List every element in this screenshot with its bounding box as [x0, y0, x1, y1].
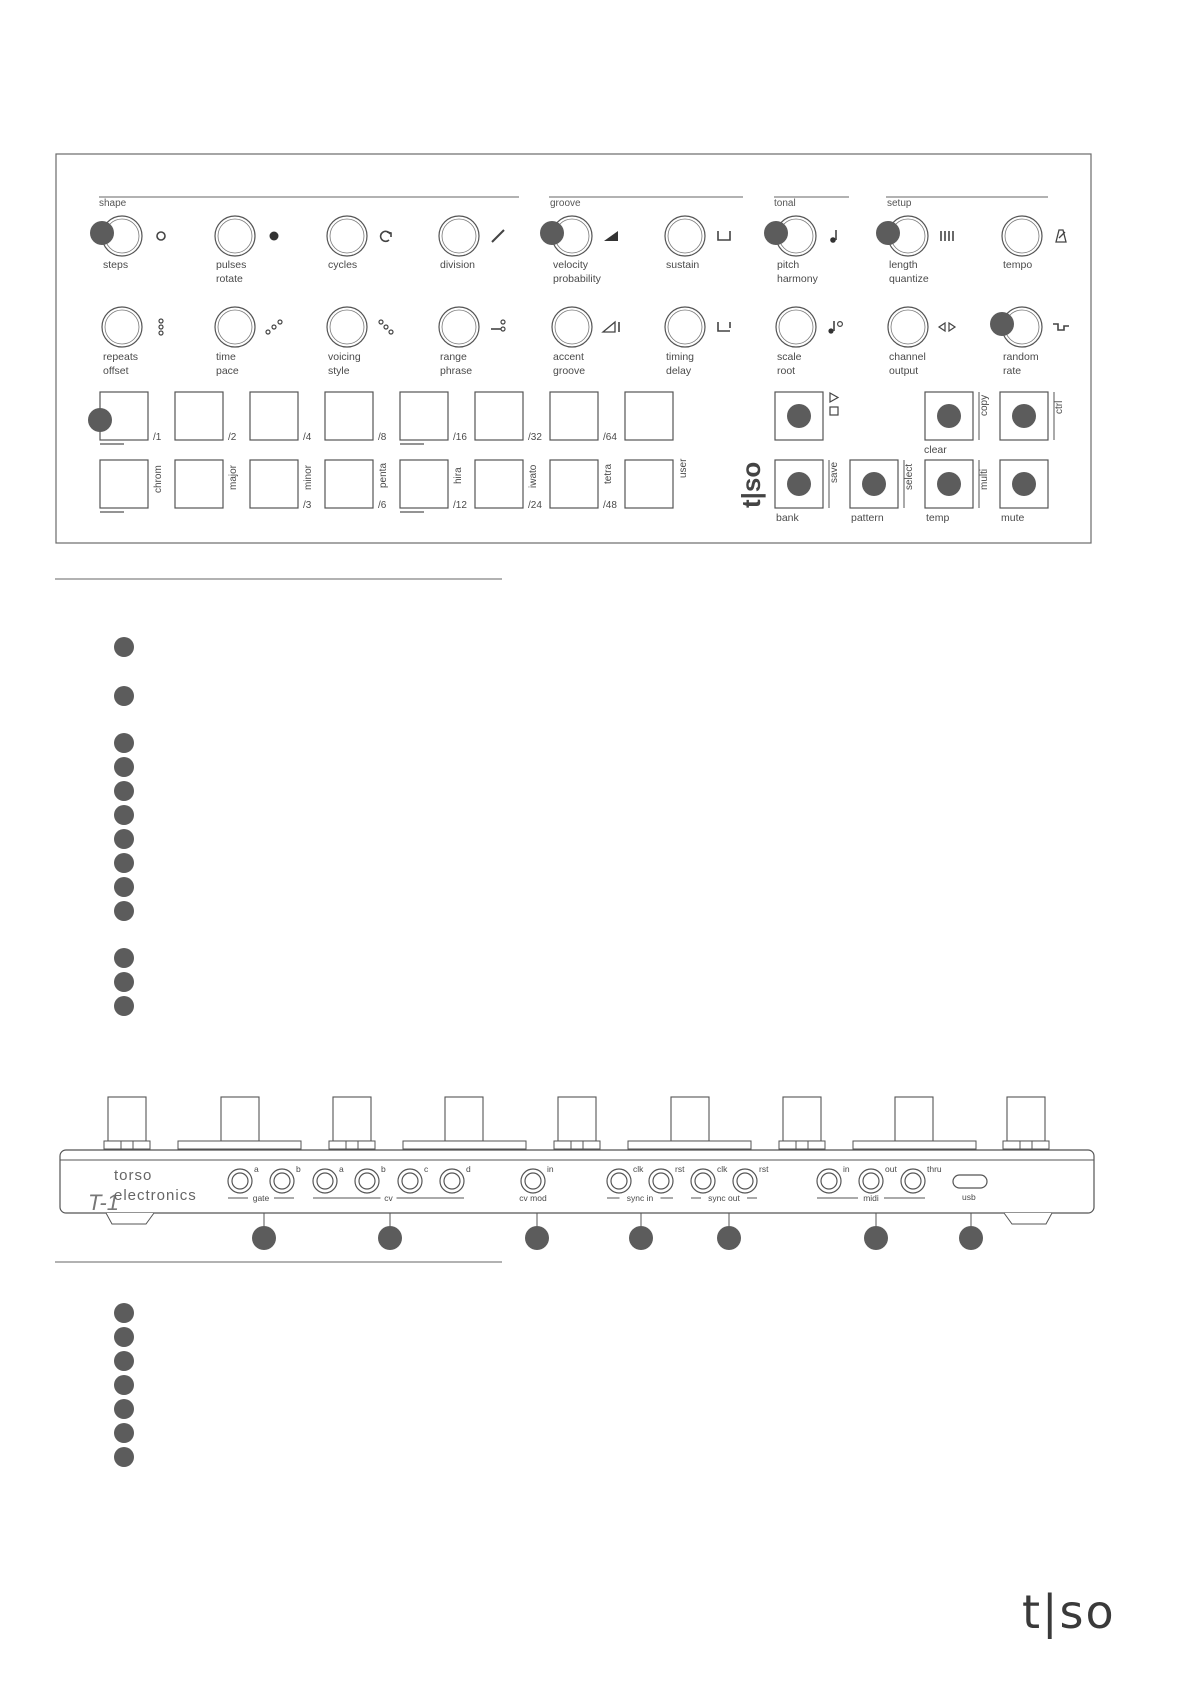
dot: [389, 330, 393, 334]
knob-label: cycles: [328, 259, 358, 271]
pad-division-label: /12: [453, 500, 467, 511]
step-pad-5[interactable]: [400, 392, 467, 444]
knob-cap-body: [221, 1097, 259, 1141]
dot: [501, 320, 505, 324]
knob-label: range: [440, 351, 467, 363]
dot: [159, 319, 163, 323]
knob-outer-ring: [1002, 216, 1042, 256]
list-callout-marker: [114, 1327, 134, 1347]
rear-top-rail: [628, 1141, 751, 1149]
pad-division-label: /1: [153, 432, 162, 443]
pad-division-label: /48: [603, 500, 617, 511]
dot: [838, 322, 843, 327]
pad-division-label: /8: [378, 432, 387, 443]
knob-cap-body: [783, 1097, 821, 1141]
list-callout-marker: [114, 757, 134, 777]
knob-label: timing: [666, 351, 695, 363]
jack-label: in: [843, 1164, 850, 1174]
scale-pad-7[interactable]: [550, 460, 617, 511]
pad-square: [475, 460, 523, 508]
knob-outer-ring: [327, 216, 367, 256]
callout-marker: [937, 404, 961, 428]
knob-cap-body: [895, 1097, 933, 1141]
knob-cycles[interactable]: [327, 216, 391, 271]
pad-square: [625, 392, 673, 440]
mute-button[interactable]: [1000, 460, 1048, 524]
knob-label: velocity: [553, 259, 589, 271]
list-callout-marker: [114, 1351, 134, 1371]
pad-scale-label: major: [228, 464, 239, 490]
play-stop-button[interactable]: [775, 392, 838, 440]
list-callout-marker: [114, 1447, 134, 1467]
pad-scale-label: hira: [453, 467, 464, 484]
step-pad-6[interactable]: [475, 392, 542, 443]
callout-marker: [717, 1226, 741, 1250]
rear-panel-body: [60, 1150, 1094, 1213]
pad-division-label: /6: [378, 500, 387, 511]
knob-velocity[interactable]: [540, 216, 618, 285]
knob-division[interactable]: [439, 216, 504, 271]
rear-knob-cap: [329, 1097, 375, 1149]
knob-scale[interactable]: [776, 307, 842, 377]
knob-label: scale: [777, 351, 802, 363]
knob-label: channel: [889, 351, 926, 363]
channel-arrows-icon: [939, 323, 945, 331]
pad-square: [250, 392, 298, 440]
pad-square: [250, 460, 298, 508]
knob-cap-body: [558, 1097, 596, 1141]
scale-note-icon: [828, 328, 833, 333]
callout-marker: [990, 312, 1014, 336]
knob-label: voicing: [328, 351, 361, 363]
pad-square: [175, 392, 223, 440]
knob-sublabel: rate: [1003, 365, 1022, 377]
knob-sublabel: rotate: [216, 273, 243, 285]
knob-channel[interactable]: [888, 307, 955, 377]
jack-label: a: [339, 1164, 344, 1174]
filled-dot-icon: [270, 232, 279, 241]
jack-label: d: [466, 1164, 471, 1174]
knob-label: repeats: [103, 351, 139, 363]
ctrl-label: ctrl: [1054, 400, 1065, 414]
list-callout-marker: [114, 829, 134, 849]
section-label-tonal: tonal: [774, 198, 796, 209]
rear-knob-cap: [554, 1097, 600, 1149]
pad-division-label: /2: [228, 432, 237, 443]
callout-marker: [876, 221, 900, 245]
jack-label: in: [547, 1164, 554, 1174]
knob-length[interactable]: [876, 216, 953, 285]
knob-sublabel: delay: [666, 365, 692, 377]
dot: [501, 327, 505, 331]
pad-scale-label: tetra: [603, 463, 614, 484]
knob-label: sustain: [666, 259, 700, 271]
pad-division-label: /64: [603, 432, 617, 443]
group-label: sync out: [708, 1193, 740, 1203]
list-callout-marker: [114, 996, 134, 1016]
list-callout-marker: [114, 1303, 134, 1323]
section-label-setup: setup: [887, 198, 912, 209]
step-pad-3[interactable]: [250, 392, 312, 443]
scale-pad-4[interactable]: [325, 460, 389, 511]
step-pad-7[interactable]: [550, 392, 617, 443]
knob-outer-ring: [665, 307, 705, 347]
circle-outline-icon: [157, 232, 165, 240]
jack-label: a: [254, 1164, 259, 1174]
knob-label: random: [1003, 351, 1039, 363]
knob-outer-ring: [552, 307, 592, 347]
list-callout-marker: [114, 1423, 134, 1443]
scale-pad-8[interactable]: [625, 458, 689, 508]
scale-pad-1[interactable]: [100, 460, 164, 512]
knob-outer-ring: [665, 216, 705, 256]
jack-inner: [402, 1173, 418, 1189]
pad-scale-label: user: [678, 458, 689, 478]
knob-sublabel: style: [328, 365, 350, 377]
dot: [384, 325, 388, 329]
jack-label: out: [885, 1164, 897, 1174]
rear-brand-line2: electronics: [114, 1187, 197, 1204]
jack-inner: [232, 1173, 248, 1189]
jack-inner: [359, 1173, 375, 1189]
jack-inner: [695, 1173, 711, 1189]
knob-pitch[interactable]: [764, 216, 836, 285]
pad-division-label: /4: [303, 432, 312, 443]
callout-marker: [90, 221, 114, 245]
metronome-icon: [1056, 230, 1066, 242]
pad-division-label: /32: [528, 432, 542, 443]
pad-scale-label: penta: [378, 462, 389, 488]
knob-sublabel: pace: [216, 365, 239, 377]
pad-scale-label: iwato: [528, 464, 539, 488]
knob-outer-ring: [776, 307, 816, 347]
callout-marker: [787, 472, 811, 496]
knob-cap-body: [445, 1097, 483, 1141]
knob-outer-ring: [888, 307, 928, 347]
knob-timing[interactable]: [665, 307, 730, 377]
knob-voicing[interactable]: [327, 307, 393, 377]
temp-button[interactable]: [925, 460, 990, 524]
knob-label: pitch: [777, 259, 800, 271]
jack-inner: [274, 1173, 290, 1189]
knob-outer-ring: [215, 307, 255, 347]
sustain-icon: [718, 231, 730, 240]
knob-pulses[interactable]: [215, 216, 279, 285]
knob-range[interactable]: [439, 307, 505, 377]
group-label: cv: [384, 1193, 393, 1203]
ctrl-button[interactable]: [1000, 392, 1065, 440]
multi-label: multi: [979, 468, 990, 490]
knob-label: tempo: [1003, 259, 1033, 271]
section-label-shape: shape: [99, 198, 127, 209]
knob-repeats[interactable]: [102, 307, 163, 377]
pad-scale-label: minor: [303, 464, 314, 490]
cycle-arrowhead: [387, 232, 391, 237]
pad-square: [400, 460, 448, 508]
save-label: save: [829, 461, 840, 483]
jack-label: b: [296, 1164, 301, 1174]
pad-square: [400, 392, 448, 440]
dot: [278, 320, 282, 324]
knob-outer-ring: [439, 307, 479, 347]
callout-marker: [378, 1226, 402, 1250]
rear-top-rail: [403, 1141, 526, 1149]
list-callout-marker: [114, 733, 134, 753]
jack-label: c: [424, 1164, 429, 1174]
scale-pad-2[interactable]: [175, 460, 239, 508]
list-callout-marker: [114, 1375, 134, 1395]
knob-sublabel: phrase: [440, 365, 473, 377]
dot: [159, 331, 163, 335]
callout-marker: [864, 1226, 888, 1250]
callout-marker: [764, 221, 788, 245]
slash-icon: [492, 230, 504, 242]
pad-square: [175, 460, 223, 508]
knob-label: time: [216, 351, 236, 363]
pad-square: [100, 460, 148, 508]
clear-label: clear: [924, 444, 947, 456]
group-label: gate: [252, 1193, 270, 1203]
rear-knob-cap: [104, 1097, 150, 1149]
list-callout-marker: [114, 637, 134, 657]
jack-label: thru: [927, 1164, 942, 1174]
select-label: select: [904, 463, 915, 490]
jack-label: clk: [633, 1164, 644, 1174]
knob-outer-ring: [215, 216, 255, 256]
arrow-right: [949, 323, 955, 331]
list-callout-marker: [114, 805, 134, 825]
knob-sublabel: quantize: [889, 273, 929, 285]
knob-label: pulses: [216, 259, 247, 271]
knob-cap-base: [554, 1141, 600, 1149]
knob-cap-base: [779, 1141, 825, 1149]
random-step-icon: [1053, 324, 1069, 330]
rear-foot-right: [1004, 1213, 1052, 1224]
callout-marker: [1012, 404, 1036, 428]
knob-cap-base: [104, 1141, 150, 1149]
temp-label: temp: [926, 512, 950, 524]
jack-inner: [905, 1173, 921, 1189]
knob-outer-ring: [439, 216, 479, 256]
knob-label: division: [440, 259, 476, 271]
list-callout-marker: [114, 1399, 134, 1419]
jack-inner: [525, 1173, 541, 1189]
jack-inner: [653, 1173, 669, 1189]
section-label-groove: groove: [550, 198, 581, 209]
list-callout-marker: [114, 948, 134, 968]
jack-inner: [611, 1173, 627, 1189]
rear-top-rail: [178, 1141, 301, 1149]
pad-division-label: /3: [303, 500, 312, 511]
pad-square: [475, 392, 523, 440]
timing-icon: [718, 322, 730, 331]
knob-sublabel: harmony: [777, 273, 818, 285]
pad-square: [550, 392, 598, 440]
callout-marker: [252, 1226, 276, 1250]
callout-marker: [1012, 472, 1036, 496]
bank-button[interactable]: [775, 460, 840, 524]
knob-cap-base: [1003, 1141, 1049, 1149]
callout-marker: [525, 1226, 549, 1250]
step-pad-2[interactable]: [175, 392, 237, 443]
knob-time[interactable]: [215, 307, 282, 377]
copy-label: copy: [979, 394, 990, 416]
knob-sublabel: offset: [103, 365, 129, 377]
dot: [379, 320, 383, 324]
stop-icon: [830, 407, 838, 415]
list-callout-marker: [114, 853, 134, 873]
list-callout-marker: [114, 686, 134, 706]
step-pad-8[interactable]: [625, 392, 673, 440]
group-label: midi: [863, 1193, 879, 1203]
pad-scale-label: chrom: [153, 465, 164, 493]
callout-marker: [629, 1226, 653, 1250]
jack-label: clk: [717, 1164, 728, 1174]
knob-tempo[interactable]: [1002, 216, 1066, 271]
knob-label: steps: [103, 259, 129, 271]
note-icon: [830, 237, 836, 243]
accent-icon: [603, 322, 615, 332]
knob-sublabel: output: [889, 365, 919, 377]
mute-label: mute: [1001, 512, 1025, 524]
knob-sublabel: groove: [553, 365, 586, 377]
dot: [266, 330, 270, 334]
jack-inner: [737, 1173, 753, 1189]
cv-mod-label: cv mod: [519, 1193, 547, 1203]
group-label: sync in: [626, 1193, 654, 1203]
pad-square: [550, 460, 598, 508]
jack-inner: [863, 1173, 879, 1189]
jack-label: b: [381, 1164, 386, 1174]
ramp-icon: [604, 231, 618, 241]
knob-cap-body: [671, 1097, 709, 1141]
knob-cap-body: [1007, 1097, 1045, 1141]
knob-outer-ring: [102, 307, 142, 347]
scale-pad-3[interactable]: [250, 460, 314, 511]
list-callout-marker: [114, 972, 134, 992]
rear-model-label: T-1: [88, 1190, 119, 1215]
rear-knob-cap: [1003, 1097, 1049, 1149]
knob-cap-body: [108, 1097, 146, 1141]
callout-marker: [787, 404, 811, 428]
rear-brand-line1: torso: [114, 1167, 153, 1184]
jack-label: rst: [759, 1164, 769, 1174]
pattern-label: pattern: [851, 512, 884, 524]
knob-cap-base: [329, 1141, 375, 1149]
jack-inner: [444, 1173, 460, 1189]
pad-square: [625, 460, 673, 508]
torso-logo: [1022, 1585, 1142, 1645]
knob-sustain[interactable]: [665, 216, 730, 271]
panel-brand-logo: t|so: [736, 461, 766, 508]
step-pad-4[interactable]: [325, 392, 387, 443]
scale-pad-5[interactable]: [400, 460, 467, 512]
pad-square: [325, 460, 373, 508]
usb-label: usb: [962, 1192, 976, 1202]
knob-random[interactable]: [990, 307, 1069, 377]
list-callout-marker: [114, 901, 134, 921]
scale-pad-6[interactable]: [475, 460, 542, 511]
play-icon: [830, 393, 838, 402]
jack-inner: [821, 1173, 837, 1189]
pattern-button[interactable]: [850, 460, 915, 524]
clear-button[interactable]: [924, 392, 990, 456]
callout-marker: [540, 221, 564, 245]
list-callout-marker: [114, 877, 134, 897]
callout-marker: [88, 408, 112, 432]
rear-top-rail: [853, 1141, 976, 1149]
callout-marker: [862, 472, 886, 496]
jack-inner: [317, 1173, 333, 1189]
knob-label: length: [889, 259, 918, 271]
callout-marker: [937, 472, 961, 496]
knob-steps[interactable]: [90, 216, 165, 271]
footer-logo-text: t|so: [1022, 1585, 1116, 1639]
callout-marker: [959, 1226, 983, 1250]
dot: [272, 325, 276, 329]
knob-outer-ring: [327, 307, 367, 347]
pad-division-label: /24: [528, 500, 542, 511]
bank-label: bank: [776, 512, 799, 524]
knob-label: accent: [553, 351, 584, 363]
knob-accent[interactable]: [552, 307, 619, 377]
pad-division-label: /16: [453, 432, 467, 443]
pad-square: [325, 392, 373, 440]
knob-sublabel: probability: [553, 273, 601, 285]
knob-sublabel: root: [777, 365, 796, 377]
knob-cap-body: [333, 1097, 371, 1141]
rear-knob-cap: [779, 1097, 825, 1149]
jack-label: rst: [675, 1164, 685, 1174]
list-callout-marker: [114, 781, 134, 801]
dot: [159, 325, 163, 329]
usb-socket: [953, 1175, 987, 1188]
